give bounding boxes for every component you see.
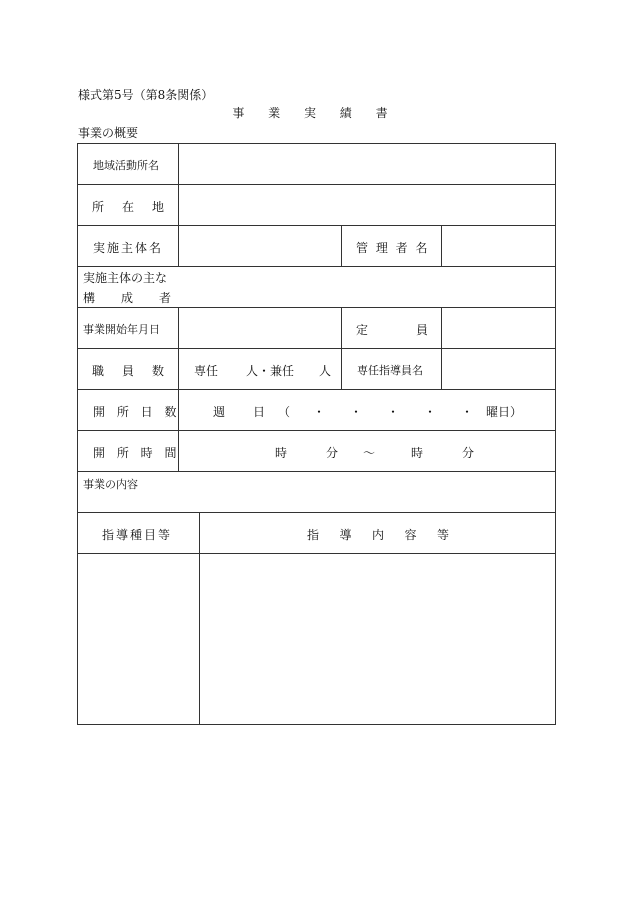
form-number: 様式第5号（第8条関係） <box>78 88 214 102</box>
staff-fulltime-label: 専任 <box>194 364 219 378</box>
org-name-label: 地域活動所名 <box>93 159 159 172</box>
staff-parttime-unit: 人 <box>319 364 332 378</box>
end-hour-label: 時 <box>411 446 424 460</box>
start-date-field[interactable] <box>179 308 341 348</box>
days-dot: ・ <box>461 405 474 419</box>
row-divider <box>78 389 555 390</box>
report-table <box>77 143 556 725</box>
start-date-label: 事業開始年月日 <box>83 323 160 336</box>
week-label: 週 <box>213 405 226 419</box>
members-label-line2: 構 成 者 <box>83 291 171 305</box>
members-field[interactable] <box>179 267 555 307</box>
days-dot: ・ <box>350 405 363 419</box>
time-range-tilde: 〜 <box>363 446 376 460</box>
operator-field[interactable] <box>179 226 341 266</box>
days-dot: ・ <box>387 405 400 419</box>
category-entry-area[interactable] <box>78 554 199 724</box>
manager-label: 管 理 者 名 <box>356 241 430 255</box>
staff-count-label: 職 員 数 <box>92 364 164 378</box>
row-divider <box>78 512 555 513</box>
row-divider <box>78 430 555 431</box>
document-title: 事 業 実 績 書 <box>232 106 398 120</box>
operator-label: 実施主体名 <box>93 241 164 255</box>
column-divider <box>341 307 342 389</box>
capacity-field[interactable] <box>442 308 555 348</box>
category-header: 指導種目等 <box>102 528 173 542</box>
days-dot: ・ <box>424 405 437 419</box>
staff-parttime-label: ・兼任 <box>258 364 295 378</box>
instructor-label: 専任指導員名 <box>357 364 423 377</box>
days-paren-open: （ <box>278 405 291 419</box>
location-field[interactable] <box>179 185 555 225</box>
staff-fulltime-unit: 人 <box>246 364 259 378</box>
manager-field[interactable] <box>442 226 555 266</box>
start-hour-label: 時 <box>275 446 288 460</box>
location-label: 所 在 地 <box>92 200 164 214</box>
details-entry-area[interactable] <box>200 554 555 724</box>
day-label: 日 <box>253 405 266 419</box>
overview-heading: 事業の概要 <box>78 126 139 140</box>
details-header: 指 導 内 容 等 <box>307 528 449 542</box>
days-dot: ・ <box>313 405 326 419</box>
end-minute-label: 分 <box>462 446 475 460</box>
open-hours-label: 開 所 時 間 <box>93 446 181 460</box>
days-weekday-close: 曜日） <box>486 405 523 419</box>
row-divider <box>78 471 555 472</box>
column-divider <box>341 225 342 266</box>
org-name-field[interactable] <box>179 144 555 184</box>
members-label-line1: 実施主体の主な <box>83 271 168 285</box>
open-days-label: 開 所 日 数 <box>93 405 181 419</box>
capacity-label: 定 員 <box>356 323 428 337</box>
content-heading: 事業の内容 <box>83 478 138 491</box>
start-minute-label: 分 <box>326 446 339 460</box>
instructor-field[interactable] <box>442 349 555 389</box>
